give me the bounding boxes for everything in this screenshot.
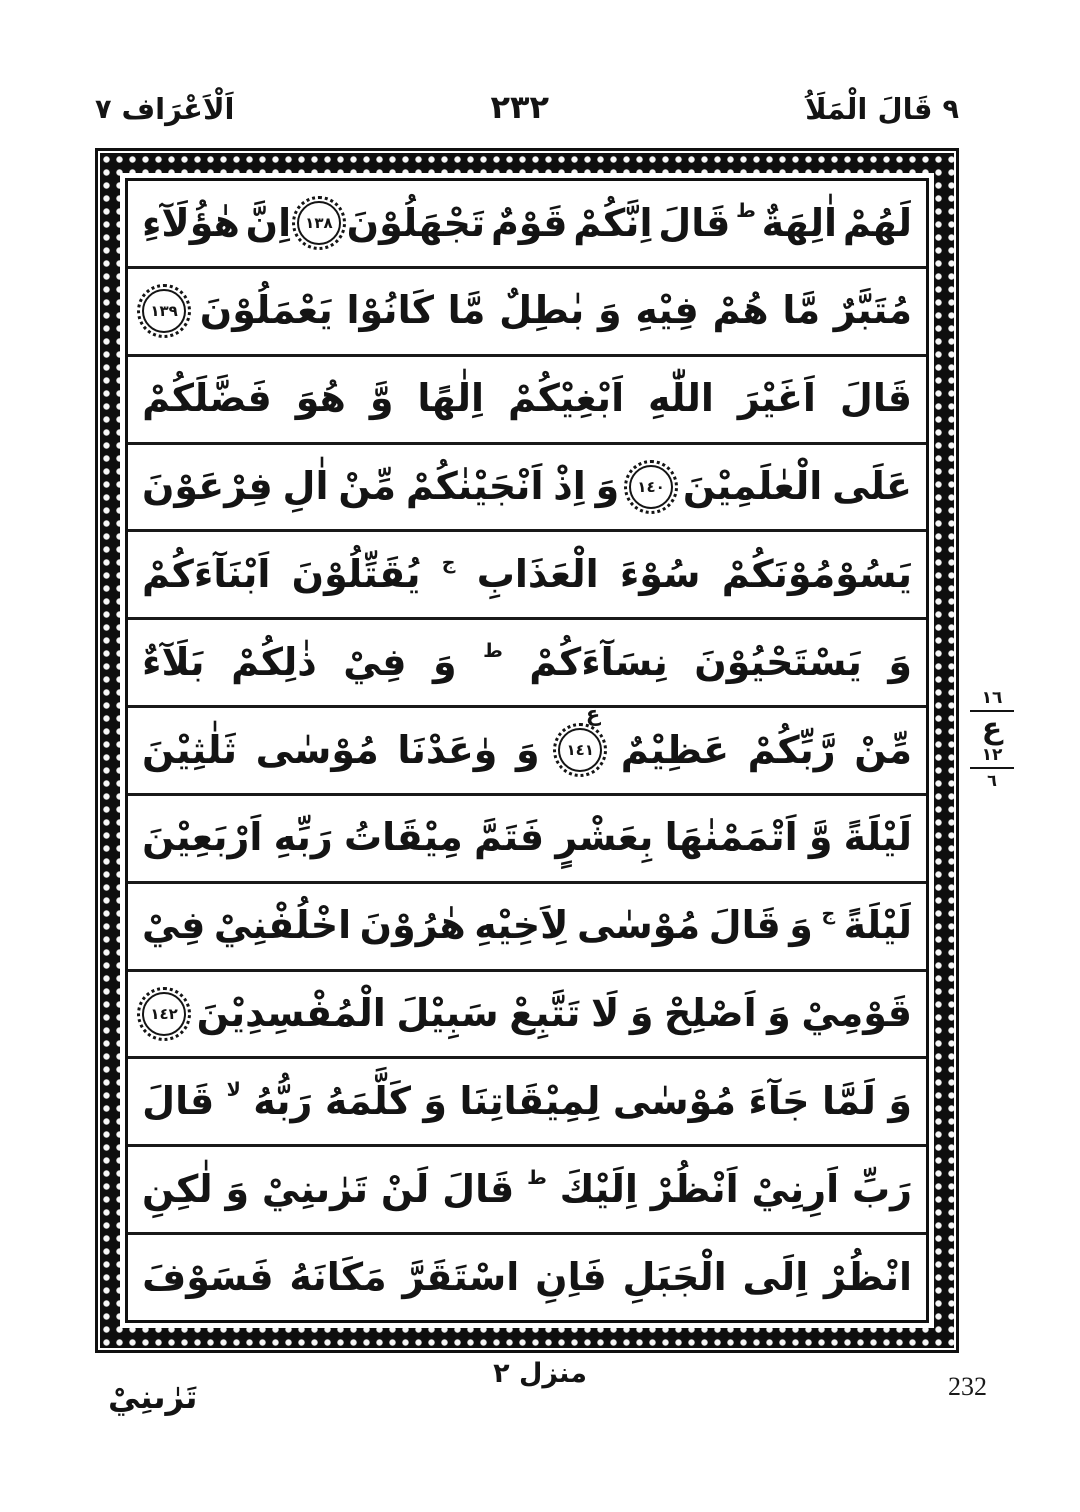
- quran-word: مَكَانَهُ: [289, 1254, 387, 1299]
- page-number-arabic: ٢٣٢: [490, 88, 550, 126]
- waqf-stop-mark: ط: [527, 1166, 547, 1189]
- quran-word: فَضَّلَكُمْ: [142, 376, 272, 421]
- quran-word: اِنَّ: [245, 200, 292, 245]
- quran-word: الْعَذَابِ: [476, 551, 599, 596]
- juz-name: قَالَ الْمَلَاُ: [805, 91, 933, 126]
- quran-word: قَالَ: [708, 903, 781, 948]
- surah-title-group: [95, 92, 235, 127]
- quran-word: فِرْعَوْنَ: [142, 464, 273, 509]
- quran-word: سُوْءَ: [619, 551, 701, 596]
- quran-word: لٰكِنِ: [142, 1166, 213, 1211]
- quran-word: وَ: [423, 1079, 448, 1124]
- quran-word: مَّا: [782, 288, 821, 333]
- footer-catchword: تَرٰىنِيْ: [108, 1378, 198, 1416]
- quran-word: لَيْلَةً: [843, 903, 912, 948]
- quran-word: يُقَتِّلُوْنَ: [291, 551, 421, 596]
- quran-word: اَغَيْرَ: [737, 376, 816, 421]
- quran-word: لَمَّا: [821, 1079, 876, 1124]
- quran-word: قَالَ: [839, 376, 912, 421]
- quran-word: بَلَآءٌ: [142, 639, 205, 684]
- quran-word: اَرْبَعِيْنَ: [142, 815, 263, 860]
- quran-word: تَرٰىنِيْ: [261, 1166, 369, 1211]
- ruku-juz-count: ٦: [987, 771, 997, 790]
- quran-word: اَرِنِيْ: [751, 1166, 840, 1211]
- quran-word: اِلٰهًا: [417, 376, 485, 421]
- quran-word: مُتَبَّرٌ: [833, 288, 912, 333]
- quran-word: هٰؤُلَآءِ: [142, 200, 240, 245]
- quran-word: يَسْتَحْيُوْنَ: [694, 639, 862, 684]
- quran-word: وٰعَدْنَا: [397, 727, 498, 772]
- quran-word: اٰلِهَةٌ: [761, 200, 838, 245]
- quran-word: وَ: [767, 991, 791, 1036]
- waqf-stop-mark: ط: [736, 200, 756, 223]
- ayah-medallion: [142, 992, 186, 1036]
- ayah-number: ١٤٢: [142, 992, 186, 1036]
- quran-word: لِاَخِيْهِ: [474, 903, 569, 948]
- quran-word: هٰرُوْنَ: [359, 903, 466, 948]
- quran-word: بِعَشْرٍ: [555, 815, 654, 860]
- footer-manzil: منزل ٢: [493, 1358, 587, 1389]
- quran-word: وَ: [515, 727, 540, 772]
- quran-word: وَ: [598, 288, 622, 333]
- quran-word: اِلَيْكَ: [559, 1166, 638, 1211]
- quran-word: بٰطِلٌ: [499, 288, 585, 333]
- ruku-ain-icon: ع: [585, 705, 601, 727]
- quran-line: [128, 793, 926, 881]
- quran-line: [128, 529, 926, 617]
- quran-word: لَنْ: [380, 1166, 430, 1211]
- quran-word: اَتْمَمْنٰهَا: [664, 815, 798, 860]
- ruku-surah-count: ١٦: [970, 688, 1014, 712]
- quran-word: لِمِيْقَاتِنَا: [459, 1079, 601, 1124]
- waqf-stop-mark: لا: [226, 1078, 241, 1101]
- quran-word: انْظُرْ: [824, 1254, 912, 1299]
- juz-number: ٩: [942, 94, 959, 125]
- quran-word: مَّا: [447, 288, 486, 333]
- quran-line: [128, 354, 926, 442]
- quran-word: فِيْ: [142, 903, 206, 948]
- quran-word: مُوْسٰى: [576, 903, 701, 948]
- quran-word: قَوْمٌ: [490, 200, 568, 245]
- ruku-marker: [970, 688, 1014, 790]
- quran-word: فَسَوْفَ: [142, 1254, 274, 1299]
- quran-word: وَ: [433, 639, 457, 684]
- quran-word: اَبْغِيْكُمْ: [507, 376, 625, 421]
- quran-word: اِذْ: [553, 464, 586, 509]
- quran-line: [128, 181, 926, 266]
- quran-line: [128, 442, 926, 530]
- juz-title-group: [805, 92, 959, 127]
- quran-line: [128, 1232, 926, 1320]
- quran-word: الْمُفْسِدِيْنَ: [196, 991, 386, 1036]
- quran-word: وَّ: [808, 815, 833, 860]
- quran-word: مُوْسٰى: [255, 727, 379, 772]
- quran-word: وَ: [888, 1079, 912, 1124]
- quran-word: قَالَ: [142, 1079, 215, 1124]
- quran-word: فَتَمَّ: [473, 815, 545, 860]
- quran-word: مِيْقَاتُ: [343, 815, 463, 860]
- quran-word: لَا: [590, 991, 620, 1036]
- quran-word: رَبِّ: [851, 1166, 912, 1211]
- quran-word: يَعْمَلُوْنَ: [199, 288, 333, 333]
- quran-word: جَآءَ: [748, 1079, 810, 1124]
- quran-word: اَنْظُرْ: [650, 1166, 739, 1211]
- ayah-number: ١٣٨: [297, 201, 341, 245]
- quran-word: اِنَّكُمْ: [573, 200, 653, 245]
- frame-inner-gap: [120, 173, 934, 1328]
- quran-word: رَّبِّكُمْ: [747, 727, 836, 772]
- ayah-number: ١٣٩: [142, 289, 186, 333]
- quran-word: اَبْنَآءَكُمْ: [142, 551, 271, 596]
- quran-word: اٰلِ: [282, 464, 329, 509]
- quran-word: فَاِنِ: [535, 1254, 607, 1299]
- quran-word: اِلَى: [742, 1254, 809, 1299]
- quran-word: رَبِّهِ: [273, 815, 333, 860]
- quran-word: وَ: [225, 1166, 250, 1211]
- quran-word: وَ: [595, 464, 620, 509]
- quran-word: سَبِيْلَ: [396, 991, 499, 1036]
- quran-word: كَانُوْا: [346, 288, 434, 333]
- quran-word: اللّٰهِ: [648, 376, 714, 421]
- ornamental-border-band: [100, 153, 954, 1348]
- quran-word: اسْتَقَرَّ: [402, 1254, 520, 1299]
- quran-lines: [125, 178, 929, 1323]
- quran-word: يَسُوْمُوْنَكُمْ: [721, 551, 912, 596]
- surah-name: اَلْاَعْرَاف: [121, 91, 235, 126]
- ayah-number: ١٤٠: [629, 465, 673, 509]
- quran-word: وَ: [789, 903, 813, 948]
- quran-word: عَلَى: [832, 464, 912, 509]
- quran-word: الْعٰلَمِيْنَ: [682, 464, 823, 509]
- ayah-medallion: [629, 465, 673, 509]
- ayah-number: ١٤١: [558, 728, 602, 772]
- ornamental-frame: [95, 148, 959, 1353]
- quran-line: [128, 1056, 926, 1144]
- quran-line: [128, 266, 926, 354]
- quran-word: قَالَ: [658, 200, 731, 245]
- quran-word: وَ: [629, 991, 654, 1036]
- quran-word: هُوَ: [295, 376, 346, 421]
- quran-word: عَظِيْمٌ: [620, 727, 730, 772]
- page-header: [95, 88, 959, 126]
- quran-word: اخْلُفْنِيْ: [213, 903, 352, 948]
- quran-word: تَتَّبِعْ: [509, 991, 581, 1036]
- quran-word: وَ: [888, 639, 912, 684]
- quran-word: وَّ: [369, 376, 394, 421]
- quran-line: [128, 705, 926, 793]
- quran-line: [128, 1144, 926, 1232]
- quran-word: تَجْهَلُوْنَ: [346, 200, 486, 245]
- quran-line: [128, 617, 926, 705]
- surah-number: ٧: [95, 94, 112, 125]
- quran-word: ثَلٰثِيْنَ: [142, 727, 237, 772]
- quran-word: اَنْجَيْنٰكُمْ: [405, 464, 544, 509]
- quran-word: ذٰلِكُمْ: [231, 639, 317, 684]
- quran-word: الْجَبَلِ: [622, 1254, 727, 1299]
- quran-line: [128, 969, 926, 1057]
- quran-word: فِيْهِ: [635, 288, 699, 333]
- ruku-ayah-count: ١٢: [970, 745, 1014, 769]
- ayah-medallion: [558, 705, 602, 772]
- quran-word: لَيْلَةً: [843, 815, 912, 860]
- quran-word: نِسَآءَكُمْ: [529, 639, 668, 684]
- quran-word: كَلَّمَهُ: [324, 1079, 411, 1124]
- footer-page-number: 232: [948, 1372, 987, 1401]
- quran-line: [128, 881, 926, 969]
- quran-word: قَالَ: [442, 1166, 515, 1211]
- waqf-stop-mark: ج: [821, 903, 836, 926]
- quran-word: مِّنْ: [338, 464, 397, 509]
- quran-word: مِّنْ: [854, 727, 912, 772]
- quran-word: لَهُمْ: [842, 200, 912, 245]
- quran-word: فِيْ: [343, 639, 407, 684]
- waqf-stop-mark: ط: [483, 639, 503, 662]
- waqf-stop-mark: ج: [441, 551, 456, 574]
- ayah-medallion: [297, 201, 341, 245]
- quran-word: اَصْلِحْ: [663, 991, 757, 1036]
- quran-word: مُوْسٰى: [612, 1079, 736, 1124]
- ruku-ain-icon: ع: [981, 711, 1003, 746]
- quran-word: رَبُّهُ: [253, 1079, 313, 1124]
- quran-word: هُمْ: [712, 288, 769, 333]
- quran-word: قَوْمِيْ: [801, 991, 912, 1036]
- ayah-medallion: [142, 289, 186, 333]
